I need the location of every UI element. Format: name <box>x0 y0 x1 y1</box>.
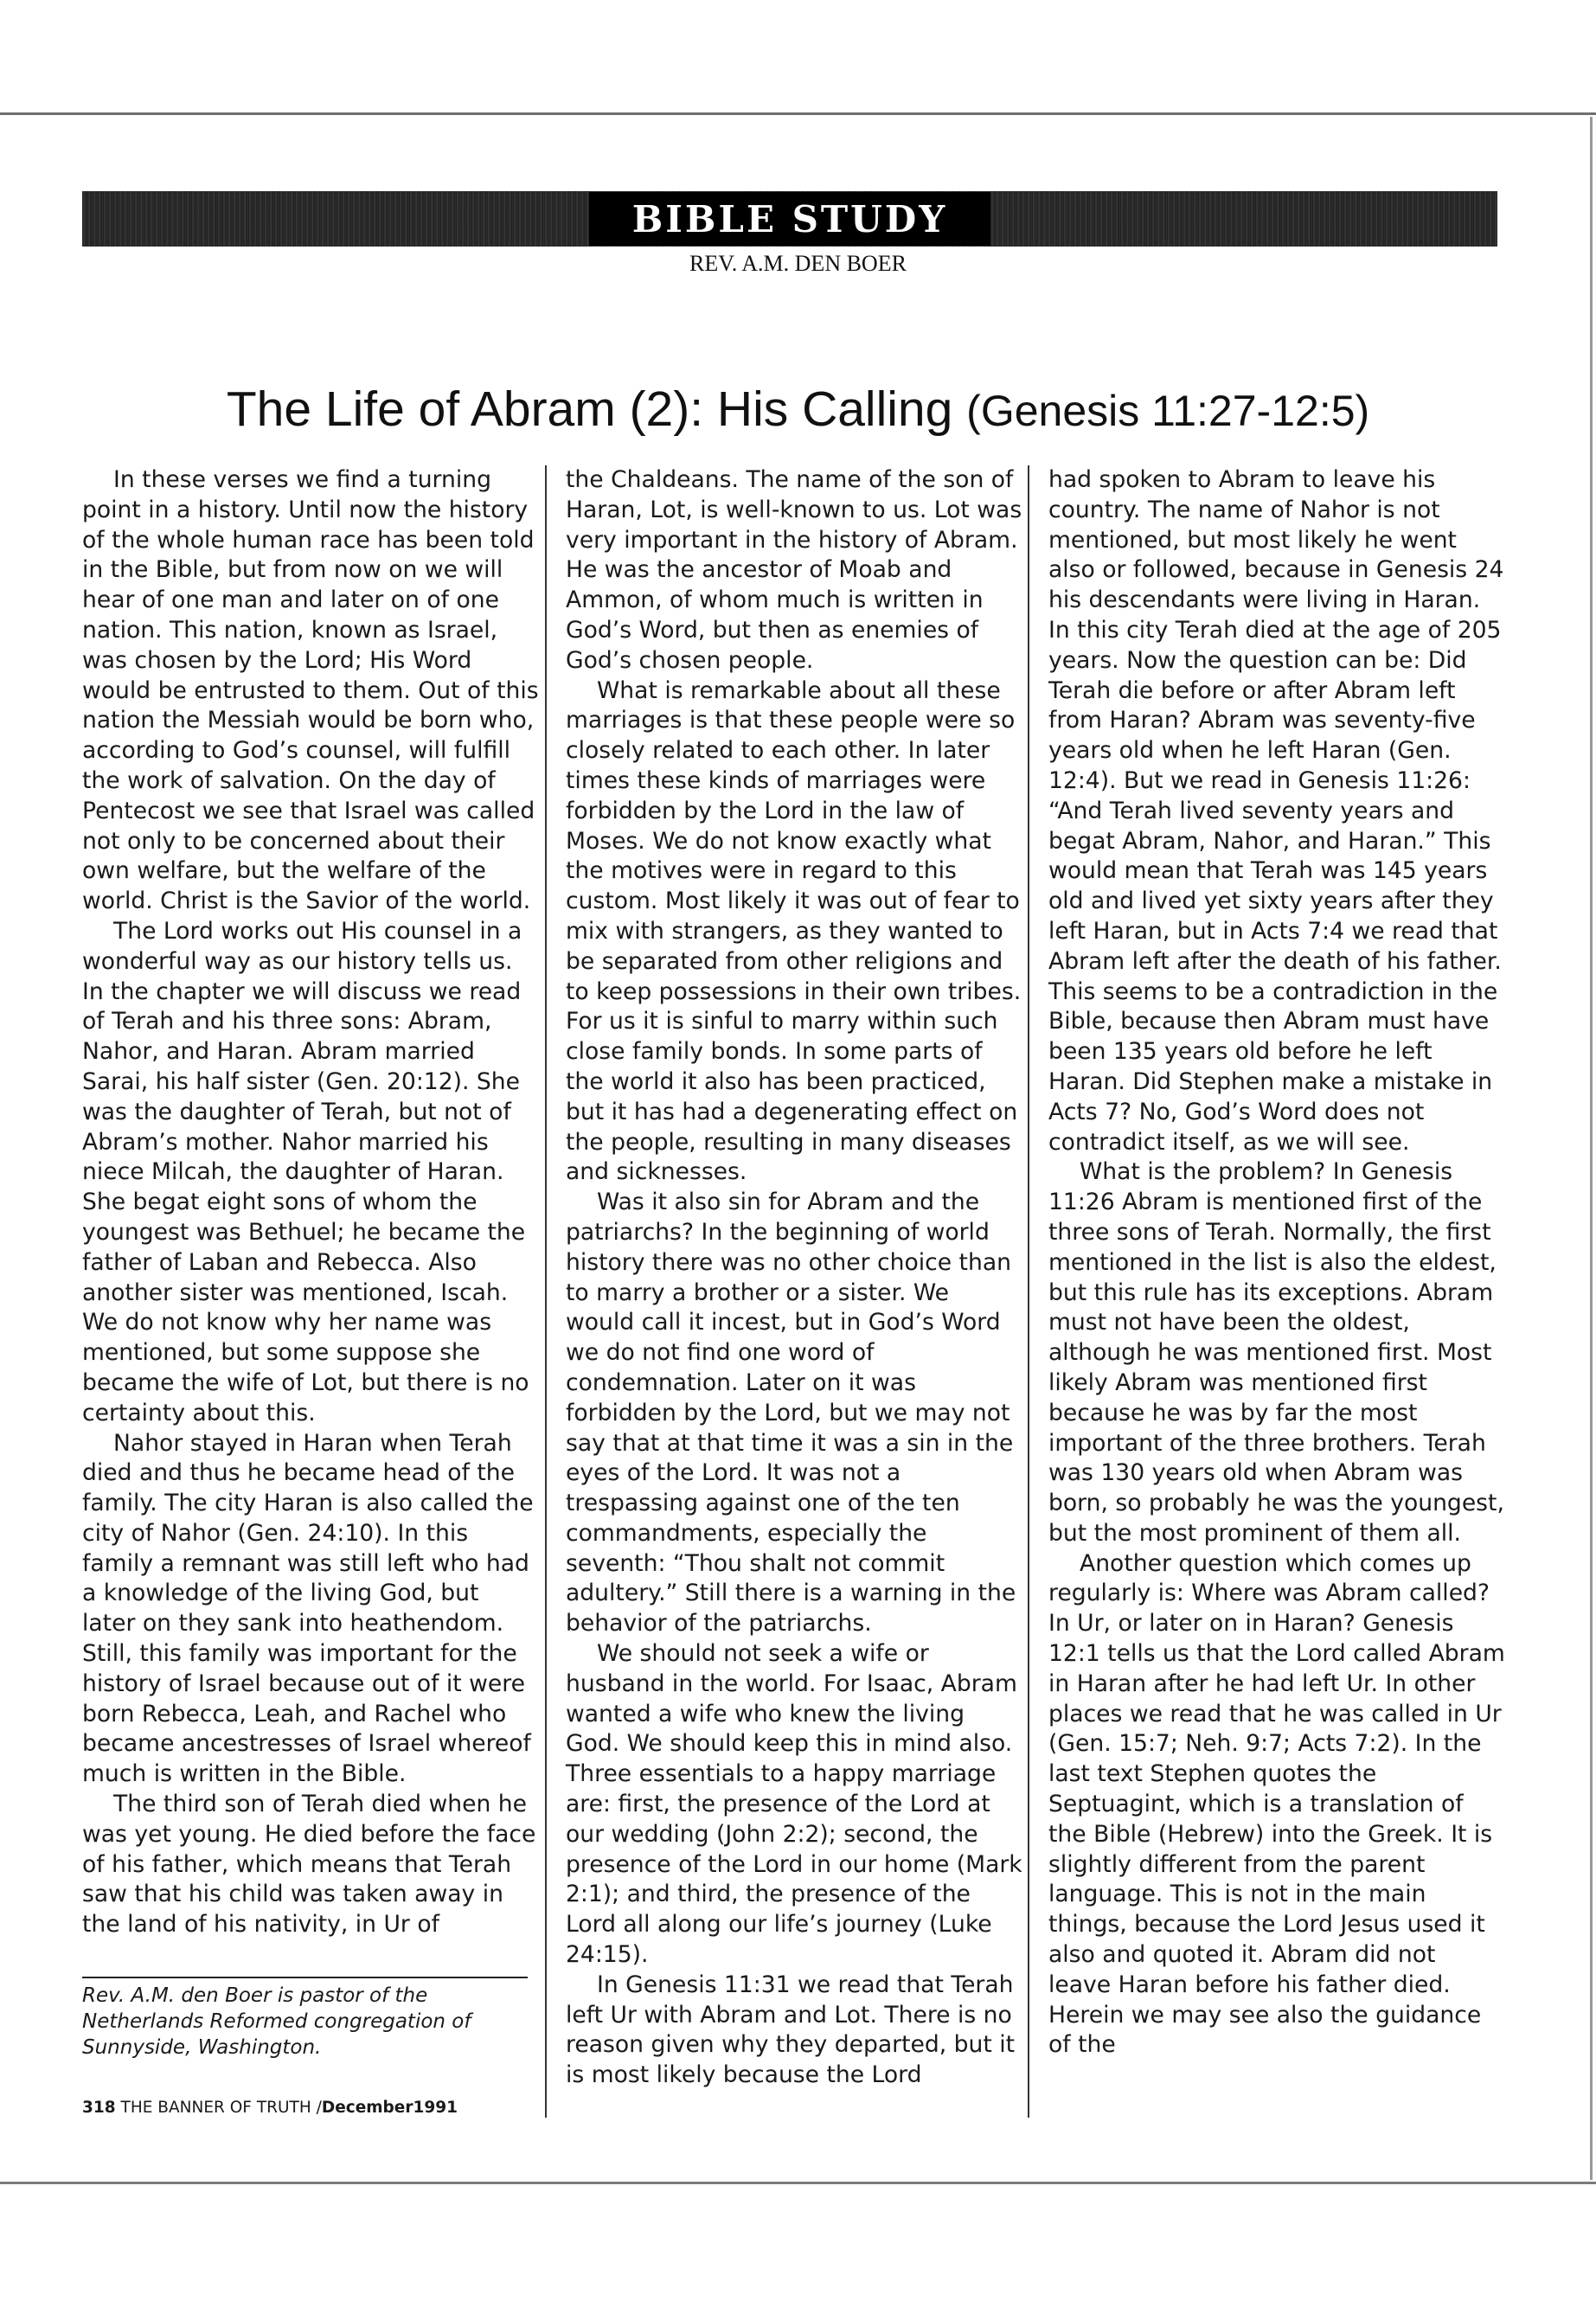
section-label: BIBLE STUDY <box>589 192 990 246</box>
page-number: 318 <box>82 2099 116 2117</box>
article-column-1 <box>82 465 539 1939</box>
page-bottom-edge <box>0 2182 1596 2184</box>
paragraph: the Chaldeans. The name of the son of Haran, Lot, is well-known to us. Lot was very important in the history of Abram. He was the ancestor of Moab and Ammon, of whom much is written in God’s Word, but then as enemies of God’s chosen people. <box>566 466 1022 674</box>
title-text: The Life of Abram (2): His Calling <box>226 381 953 437</box>
article-title <box>0 381 1596 438</box>
column-divider <box>545 465 547 2118</box>
page-footer <box>82 2099 458 2117</box>
paragraph: Was it also sin for Abram and the patriarchs? In the beginning of world history there was no other choice than to marry a brother or a sister. We would call it incest, but in God’s Word we do not find one word of condemnation. Later on it was forbidden by the Lord, but we may not say that at that time it was a sin in the eyes of the Lord. It was not a trespassing against one of the ten commandments, especially the seventh: “Thou shalt not commit adultery.” Still there is a warning in the behavior of the patriarchs. <box>566 1189 1016 1638</box>
article-column-3 <box>1048 465 1505 2135</box>
bio-divider <box>82 1977 528 1978</box>
paragraph: What is the problem? In Genesis 11:26 Abram is mentioned first of the three sons of Terah. Normally, the first mentioned in the list is also the eldest, but this rule has its exceptions. Abram must not have been the oldest, although he was mentioned first. Most likely Abram was mentioned first because he was by far the most important of the three brothers. Terah was 130 years old when Abram was born, so probably he was the youngest, but the most prominent of them all. <box>1048 1158 1504 1547</box>
author-bio: Rev. A.M. den Boer is pastor of the Netherlands Reformed congregation of Sunnyside, Washington. <box>82 1984 471 2059</box>
paragraph: We should not seek a wife or husband in the world. For Isaac, Abram wanted a wife who knew the living God. We should keep this in mind also. Three essentials to a happy marriage are: first, the presence of the Lord at our wedding (John 2:2); second, the presence of the Lord in our home (Mark 2:1); and third, the presence of the Lord all along our life’s journey (Luke 24:15). <box>566 1640 1022 1969</box>
paragraph: had spoken to Abram to leave his country. The name of Nahor is not mentioned, but most likely he went also or followed, because in Genesis 24 his descendants were living in Haran. In this city Terah died at the age of 205 years. Now the question can be: Did Terah die before or after Abram left from Haran? Abram was seventy-five years old when he left Haran (Gen. 12:4). But we read in Genesis 11:26: “And Terah lived seventy years and begat Abram, Nahor, and Haran.” This would mean that Terah was 145 years old and lived yet sixty years after they left Haran, but in Acts 7:4 we read that Abram left after the death of his father. This seems to be a contradiction in the Bible, because then Abram must have been 135 years old before he left Haran. Did Stephen make a mistake in Acts 7? No, God’s Word does not contradict itself, as we will see. <box>1048 466 1504 1156</box>
issue-date: December1991 <box>321 2099 458 2117</box>
section-banner <box>82 191 1497 247</box>
author-byline: REV. A.M. DEN BOER <box>689 251 907 276</box>
paragraph: In Genesis 11:31 we read that Terah left Ur with Abram and Lot. There is no reason given why they departed, but it is most likely because the Lord <box>566 1971 1016 2089</box>
page-top-edge <box>0 112 1596 115</box>
paragraph: Nahor stayed in Haran when Terah died and thus he became head of the family. The city Haran is also called the city of Nahor (Gen. 24:10). In this family a remnant was still left who had a knowledge of the living God, but later on they sank into heathendom. Still, this family was important for the history of Israel because out of it were born Rebecca, Leah, and Rachel who became ancestresses of Israel whereof much is written in the Bible. <box>82 1429 534 1788</box>
publication-name: THE BANNER OF TRUTH / <box>120 2099 322 2117</box>
column-divider <box>1028 465 1029 2118</box>
article-column-2 <box>566 465 1022 2135</box>
scripture-reference: (Genesis 11:27-12:5) <box>966 387 1370 435</box>
paragraph: The third son of Terah died when he was yet young. He died before the face of his father, which means that Terah saw that his child was taken away in the land of his nativity, in Ur of <box>82 1791 536 1939</box>
paragraph: What is remarkable about all these marriages is that these people were so closely related to each other. In later times these kinds of marriages were forbidden by the Lord in the law of Moses. We do not know exactly what the motives were in regard to this custom. Most likely it was out of fear to mix with strangers, as they wanted to be separated from other religions and to keep possessions in their own tribes. For us it is sinful to marry within such close family bonds. In some parts of the world it also has been practiced, but it has had a degenerating effect on the people, resulting in many diseases and sicknesses. <box>566 676 1022 1186</box>
paragraph: Another question which comes up regularly is: Where was Abram called? In Ur, or later on in Haran? Genesis 12:1 tells us that the Lord called Abram in Haran after he had left Ur. In other places we read that he was called in Ur (Gen. 15:7; Neh. 9:7; Acts 7:2). In the last text Stephen quotes the Septuagint, which is a translation of the Bible (Hebrew) into the Greek. It is slightly different from the parent language. This is not in the main things, because the Lord Jesus used it also and quoted it. Abram did not leave Haran before his father died. Herein we may see also the guidance of the <box>1048 1549 1505 2059</box>
paragraph: In these verses we find a turning point in a history. Until now the history of the whole human race has been told in the Bible, but from now on we will hear of one man and later on of one nation. This nation, known as Israel, was chosen by the Lord; His Word would be entrusted to them. Out of this nation the Messiah would be born who, according to God’s counsel, will fulfill the work of salvation. On the day of Pentecost we see that Israel was called not only to be concerned about their own welfare, but the welfare of the world. Christ is the Savior of the world. <box>82 466 539 915</box>
paragraph: The Lord works out His counsel in a wonderful way as our history tells us. In the chapter we will discuss we read of Terah and his three sons: Abram, Nahor, and Haran. Abram married Sarai, his half sister (Gen. 20:12). She was the daughter of Terah, but not of Abram’s mother. Nahor married his niece Milcah, the daughter of Haran. She begat eight sons of whom the youngest was Bethuel; he became the father of Laban and Rebecca. Also another sister was mentioned, Iscah. We do not know why her name was mentioned, but some suppose she became the wife of Lot, but there is no certainty about this. <box>82 917 529 1426</box>
